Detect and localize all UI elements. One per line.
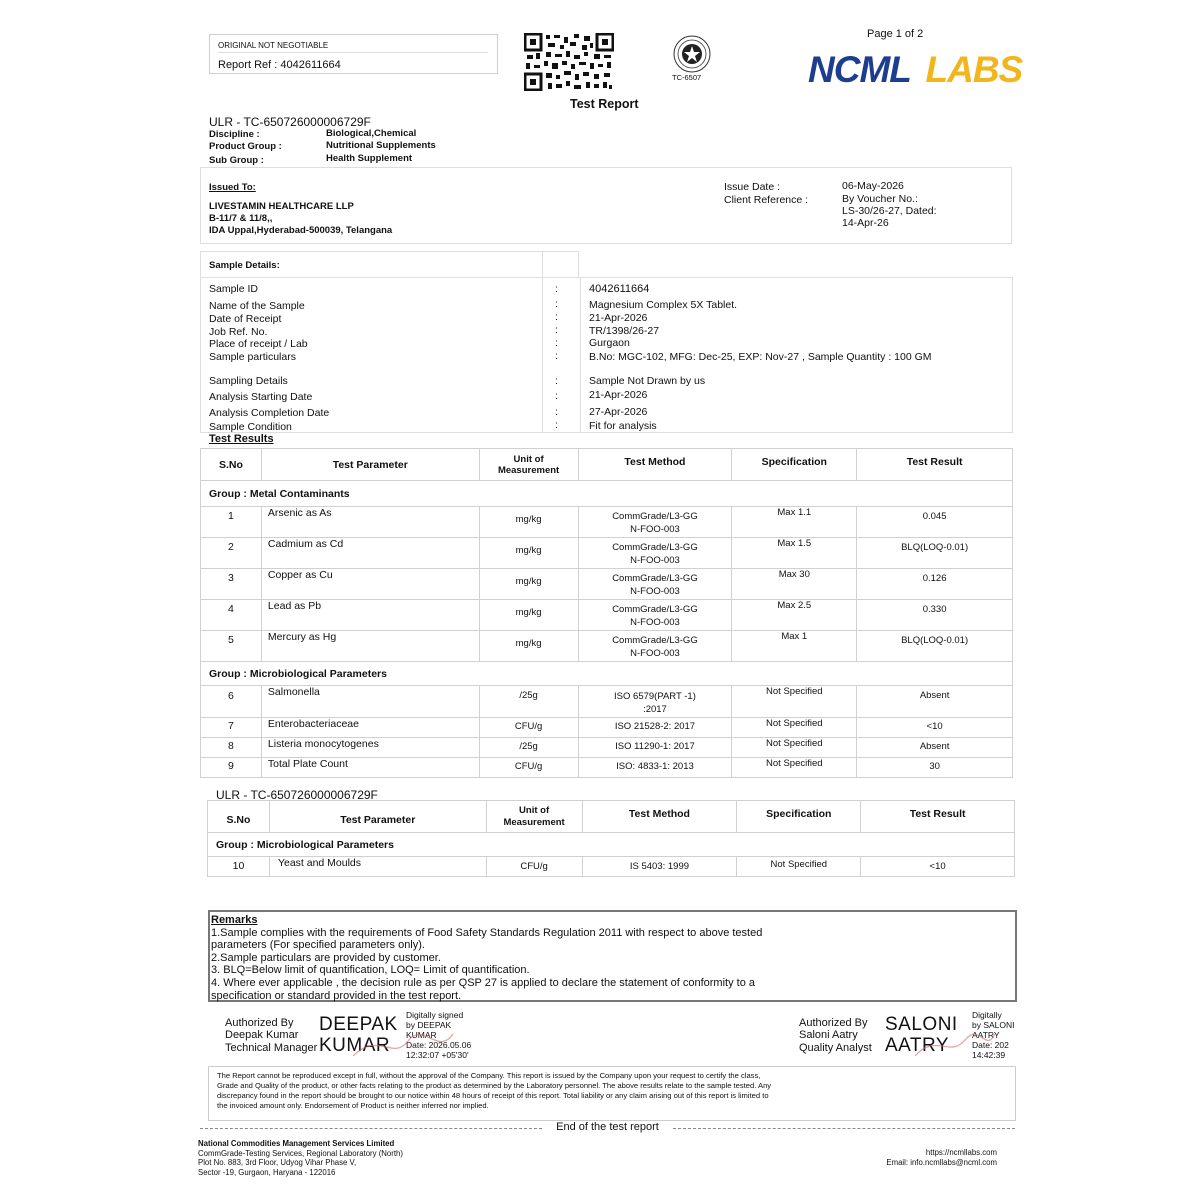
sample-value-sampling: Sample Not Drawn by us — [589, 375, 706, 387]
sign-big-name-2-right: AATRY — [885, 1035, 950, 1056]
test-results-table — [200, 448, 1013, 778]
footer-line: Plot No. 883, 3rd Floor, Udyog Vihar Phase V, — [198, 1158, 357, 1167]
ncml-labs-logo — [808, 49, 1022, 91]
sign-role-left: Technical Manager — [225, 1042, 318, 1054]
cell-spec: Not Specified — [737, 857, 861, 877]
cell-result: BLQ(LOQ-0.01) — [857, 538, 1013, 569]
cell-result: Absent — [857, 686, 1013, 718]
cell-result: 0.126 — [857, 569, 1013, 600]
col-method: Test Method — [582, 801, 737, 833]
group-row-micro-2 — [208, 833, 1015, 857]
client-ref-1: By Voucher No.: — [842, 193, 918, 205]
group-label: Group : Microbiological Parameters — [201, 662, 1013, 686]
sample-label-condition: Sample Condition — [209, 421, 292, 433]
cell-result: 30 — [857, 758, 1013, 778]
remark-line: 2.Sample particulars are provided by customer. — [211, 951, 441, 964]
cell-spec: Max 1 — [732, 631, 857, 662]
cell-method: ISO 6579(PART -1) :2017 — [578, 686, 732, 718]
meta-label-product-group: Product Group : — [209, 141, 282, 152]
table-header-row — [201, 449, 1013, 481]
cell-sno: 6 — [201, 686, 262, 718]
footer-website[interactable]: https://ncmllabs.com — [925, 1148, 997, 1157]
cell-param: Total Plate Count — [261, 758, 479, 778]
meta-label-discipline: Discipline : — [209, 129, 260, 140]
handwritten-signature-left — [348, 1026, 458, 1069]
sign-ds-left: Digitally signed by DEEPAK KUMAR Date: 2026.05.06 12:32:07 +05'30' — [406, 1010, 472, 1060]
signature-left — [208, 1008, 508, 1063]
footer-line: Sector -19, Gurgaon, Haryana - 122016 — [198, 1167, 336, 1177]
cell-spec: Not Specified — [732, 758, 857, 778]
disclaimer-line: The Report cannot be reproduced except in full, without the approval of the Company. This report is issued by the Company upon your request to certify the class, — [217, 1071, 761, 1080]
col-sno: S.No — [208, 801, 270, 833]
sample-details-table — [200, 277, 1013, 433]
original-note: ORIGINAL NOT NEGOTIABLE — [218, 41, 329, 50]
footer-line: CommGrade-Testing Services, Regional Laboratory (North) — [198, 1148, 403, 1158]
cell-unit: CFU/g — [479, 758, 578, 778]
table-row — [201, 600, 1013, 631]
col-method: Test Method — [578, 449, 732, 481]
table-row — [201, 631, 1013, 662]
cell-result: <10 — [861, 857, 1015, 877]
sample-value-name: Magnesium Complex 5X Tablet. — [589, 299, 738, 311]
ulr-number-repeat: ULR - TC-650726000006729F — [216, 788, 378, 802]
cell-param: Yeast and Moulds — [269, 857, 486, 877]
table-row — [201, 738, 1013, 758]
cell-spec: Max 2.5 — [732, 600, 857, 631]
table-row — [201, 758, 1013, 778]
col-result: Test Result — [861, 801, 1015, 833]
issued-to-heading: Issued To: — [209, 182, 256, 193]
cell-sno: 7 — [201, 718, 262, 738]
footer-email[interactable]: Email: info.ncmllabs@ncml.com — [886, 1157, 997, 1167]
group-row-metal — [201, 481, 1013, 507]
table-row — [201, 718, 1013, 738]
sign-big-name-2-left: KUMAR — [319, 1035, 391, 1056]
footer-company: National Commodities Management Services Limited — [198, 1139, 395, 1148]
cell-unit: CFU/g — [486, 857, 582, 877]
issued-to-box — [200, 167, 1012, 244]
table-row — [201, 538, 1013, 569]
footer-contact — [850, 1148, 997, 1167]
test-results-table-2 — [207, 800, 1015, 877]
disclaimer-line: discrepancy found in the report should be brought to our notice within 48 hours of receipt of this report. Total liability or any claim arising out of this report is limited to — [217, 1091, 769, 1100]
remarks-heading: Remarks — [211, 914, 258, 926]
sample-sep: : — [555, 419, 558, 431]
cell-unit: /25g — [479, 686, 578, 718]
col-param: Test Parameter — [261, 449, 479, 481]
client-ref-2: LS-30/26-27, Dated: — [842, 205, 937, 217]
disclaimer-line: the invoiced amount only. Endorsement of Product is neither inferred nor implied. — [217, 1101, 489, 1110]
cell-param: Listeria monocytogenes — [261, 738, 479, 758]
sample-sep: : — [555, 324, 558, 336]
sign-big-name-1-left: DEEPAK — [319, 1014, 398, 1035]
cell-result: 0.045 — [857, 507, 1013, 538]
meta-label-sub-group: Sub Group : — [209, 155, 264, 166]
col-spec: Specification — [737, 801, 861, 833]
sample-details-heading: Sample Details: — [209, 260, 280, 271]
cell-spec: Not Specified — [732, 718, 857, 738]
cell-sno: 3 — [201, 569, 262, 600]
cell-param: Enterobacteriaceae — [261, 718, 479, 738]
sign-authorized-left: Authorized By — [225, 1017, 294, 1029]
sample-label-start: Analysis Starting Date — [209, 391, 313, 403]
sample-value-job-ref: TR/1398/26-27 — [589, 325, 660, 337]
sample-value-condition: Fit for analysis — [589, 420, 657, 432]
footer-address — [198, 1139, 403, 1177]
col-param: Test Parameter — [269, 801, 486, 833]
logo-word-abs: ABS — [947, 49, 1023, 90]
page-number: Page 1 of 2 — [867, 28, 924, 40]
cell-unit: mg/kg — [479, 600, 578, 631]
cell-result: <10 — [857, 718, 1013, 738]
disclaimer-line: Grade and Quality of the product, or other facts relating to the product as determined by the Laboratory personnel. The above results relate to the sample tested. Any — [217, 1081, 772, 1090]
cell-param: Mercury as Hg — [261, 631, 479, 662]
logo-letter-l: L — [925, 49, 948, 90]
sign-ds-right: Digitally by SALONI AATRY Date: 202 14:42:39 — [972, 1010, 1015, 1060]
sign-authorized-right: Authorized By — [799, 1017, 868, 1029]
sign-name-left: Deepak Kumar — [225, 1029, 299, 1041]
issue-date-label: Issue Date : — [724, 181, 781, 193]
report-ref: Report Ref : 4042611664 — [218, 59, 341, 71]
sample-sep: : — [555, 406, 558, 418]
client-name: LIVESTAMIN HEALTHCARE LLP — [209, 201, 354, 212]
cell-method: CommGrade/L3-GG N-FOO-003 — [578, 569, 732, 600]
cell-result: Absent — [857, 738, 1013, 758]
handwritten-signature-right — [910, 1028, 1000, 1063]
sample-label-receipt: Date of Receipt — [209, 313, 282, 325]
col-spec: Specification — [732, 449, 857, 481]
remark-line: 3. BLQ=Below limit of quantification, LOQ= Limit of quantification. — [211, 964, 530, 977]
sample-sep: : — [555, 337, 558, 349]
issue-date: 06-May-2026 — [842, 180, 904, 192]
end-of-report: End of the test report — [556, 1121, 659, 1133]
meta-value-product-group: Nutritional Supplements — [326, 140, 436, 151]
cell-unit: CFU/g — [479, 718, 578, 738]
meta-value-sub-group: Health Supplement — [326, 153, 413, 164]
test-results-heading: Test Results — [209, 433, 274, 445]
cell-sno: 5 — [201, 631, 262, 662]
cell-unit: mg/kg — [479, 631, 578, 662]
cell-unit: mg/kg — [479, 569, 578, 600]
cell-sno: 1 — [201, 507, 262, 538]
table-header-row — [208, 801, 1015, 833]
accreditation-seal-icon — [664, 34, 720, 74]
accreditation-code: TC-6507 — [672, 73, 702, 82]
cell-unit: /25g — [479, 738, 578, 758]
sign-name-right: Saloni Aatry — [799, 1029, 858, 1041]
sample-heading-box — [200, 251, 579, 278]
end-of-report-divider — [200, 1121, 1015, 1133]
cell-spec: Not Specified — [732, 686, 857, 718]
remark-line: 1.Sample complies with the requirements of Food Safety Standards Regulation 2011 with respect to above tested — [211, 926, 763, 939]
remarks-box — [208, 910, 1017, 1002]
sample-value-receipt: 21-Apr-2026 — [589, 312, 648, 324]
cell-method: ISO 11290-1: 2017 — [578, 738, 732, 758]
col-sno: S.No — [201, 449, 262, 481]
signature-right — [790, 1008, 1030, 1063]
cell-param: Arsenic as As — [261, 507, 479, 538]
group-row-micro — [201, 662, 1013, 686]
disclaimer-box — [208, 1066, 1016, 1121]
cell-param: Lead as Pb — [261, 600, 479, 631]
sample-sep: : — [555, 298, 558, 310]
sample-label-job-ref: Job Ref. No. — [209, 326, 268, 338]
sample-label-id: Sample ID — [209, 283, 259, 295]
sample-value-particulars: B.No: MGC-102, MFG: Dec-25, EXP: Nov-27 , Sample Quantity : 100 GM — [589, 351, 932, 363]
client-ref-3: 14-Apr-26 — [842, 217, 889, 229]
cell-result: 0.330 — [857, 600, 1013, 631]
client-ref-label: Client Reference : — [724, 194, 809, 206]
table-row — [201, 507, 1013, 538]
col-unit: Unit of Measurement — [479, 449, 578, 481]
table-row — [201, 686, 1013, 718]
meta-value-discipline: Biological,Chemical — [326, 128, 417, 139]
cell-sno: 10 — [208, 857, 270, 877]
cell-sno: 8 — [201, 738, 262, 758]
remark-line: specification or standard provided in the test report. — [211, 989, 462, 1002]
sample-label-particulars: Sample particulars — [209, 351, 296, 363]
cell-sno: 2 — [201, 538, 262, 569]
sample-value-id: 4042611664 — [589, 283, 650, 295]
sample-label-name: Name of the Sample — [209, 300, 305, 312]
cell-method: ISO: 4833-1: 2013 — [578, 758, 732, 778]
col-result: Test Result — [857, 449, 1013, 481]
sample-label-sampling: Sampling Details — [209, 375, 288, 387]
cell-spec: Not Specified — [732, 738, 857, 758]
cell-method: CommGrade/L3-GG N-FOO-003 — [578, 507, 732, 538]
table-row — [208, 857, 1015, 877]
cell-unit: mg/kg — [479, 538, 578, 569]
logo-word-ncml: NCML — [808, 49, 911, 90]
sign-big-name-1-right: SALONI — [885, 1014, 958, 1035]
group-label: Group : Metal Contaminants — [201, 481, 1013, 507]
cell-method: CommGrade/L3-GG N-FOO-003 — [578, 631, 732, 662]
remark-line: 4. Where ever applicable , the decision rule as per QSP 27 is applied to declare the statement of conformity to a — [211, 976, 755, 989]
table-row — [201, 569, 1013, 600]
cell-param: Cadmium as Cd — [261, 538, 479, 569]
cell-param: Salmonella — [261, 686, 479, 718]
remark-line: parameters (For specified parameters only). — [211, 939, 425, 952]
cell-param: Copper as Cu — [261, 569, 479, 600]
cell-method: CommGrade/L3-GG N-FOO-003 — [578, 538, 732, 569]
sample-value-place: Gurgaon — [589, 337, 630, 349]
cell-spec: Max 1.1 — [732, 507, 857, 538]
cell-spec: Max 1.5 — [732, 538, 857, 569]
sample-sep: : — [555, 390, 558, 402]
sample-value-completion: 27-Apr-2026 — [589, 406, 648, 418]
sample-value-start: 21-Apr-2026 — [589, 389, 648, 401]
client-address-2: IDA Uppal,Hyderabad-500039, Telangana — [209, 225, 393, 236]
col-unit: Unit of Measurement — [486, 801, 582, 833]
sample-sep: : — [555, 350, 558, 362]
sign-role-right: Quality Analyst — [799, 1042, 872, 1054]
sample-sep: : — [555, 283, 558, 295]
cell-method: CommGrade/L3-GG N-FOO-003 — [578, 600, 732, 631]
sample-sep: : — [555, 311, 558, 323]
cell-method: IS 5403: 1999 — [582, 857, 737, 877]
original-note-box — [209, 34, 498, 74]
sample-label-completion: Analysis Completion Date — [209, 407, 330, 419]
cell-method: ISO 21528-2: 2017 — [578, 718, 732, 738]
sample-sep: : — [555, 375, 558, 387]
page-title: Test Report — [570, 97, 639, 111]
cell-sno: 9 — [201, 758, 262, 778]
group-label: Group : Microbiological Parameters — [208, 833, 1015, 857]
cell-spec: Max 30 — [732, 569, 857, 600]
qr-code-icon[interactable] — [524, 33, 614, 91]
cell-result: BLQ(LOQ-0.01) — [857, 631, 1013, 662]
sample-label-place: Place of receipt / Lab — [209, 338, 308, 350]
ulr-number: ULR - TC-650726000006729F — [209, 115, 371, 129]
cell-sno: 4 — [201, 600, 262, 631]
cell-unit: mg/kg — [479, 507, 578, 538]
client-address-1: B-11/7 & 11/8,, — [209, 213, 273, 224]
